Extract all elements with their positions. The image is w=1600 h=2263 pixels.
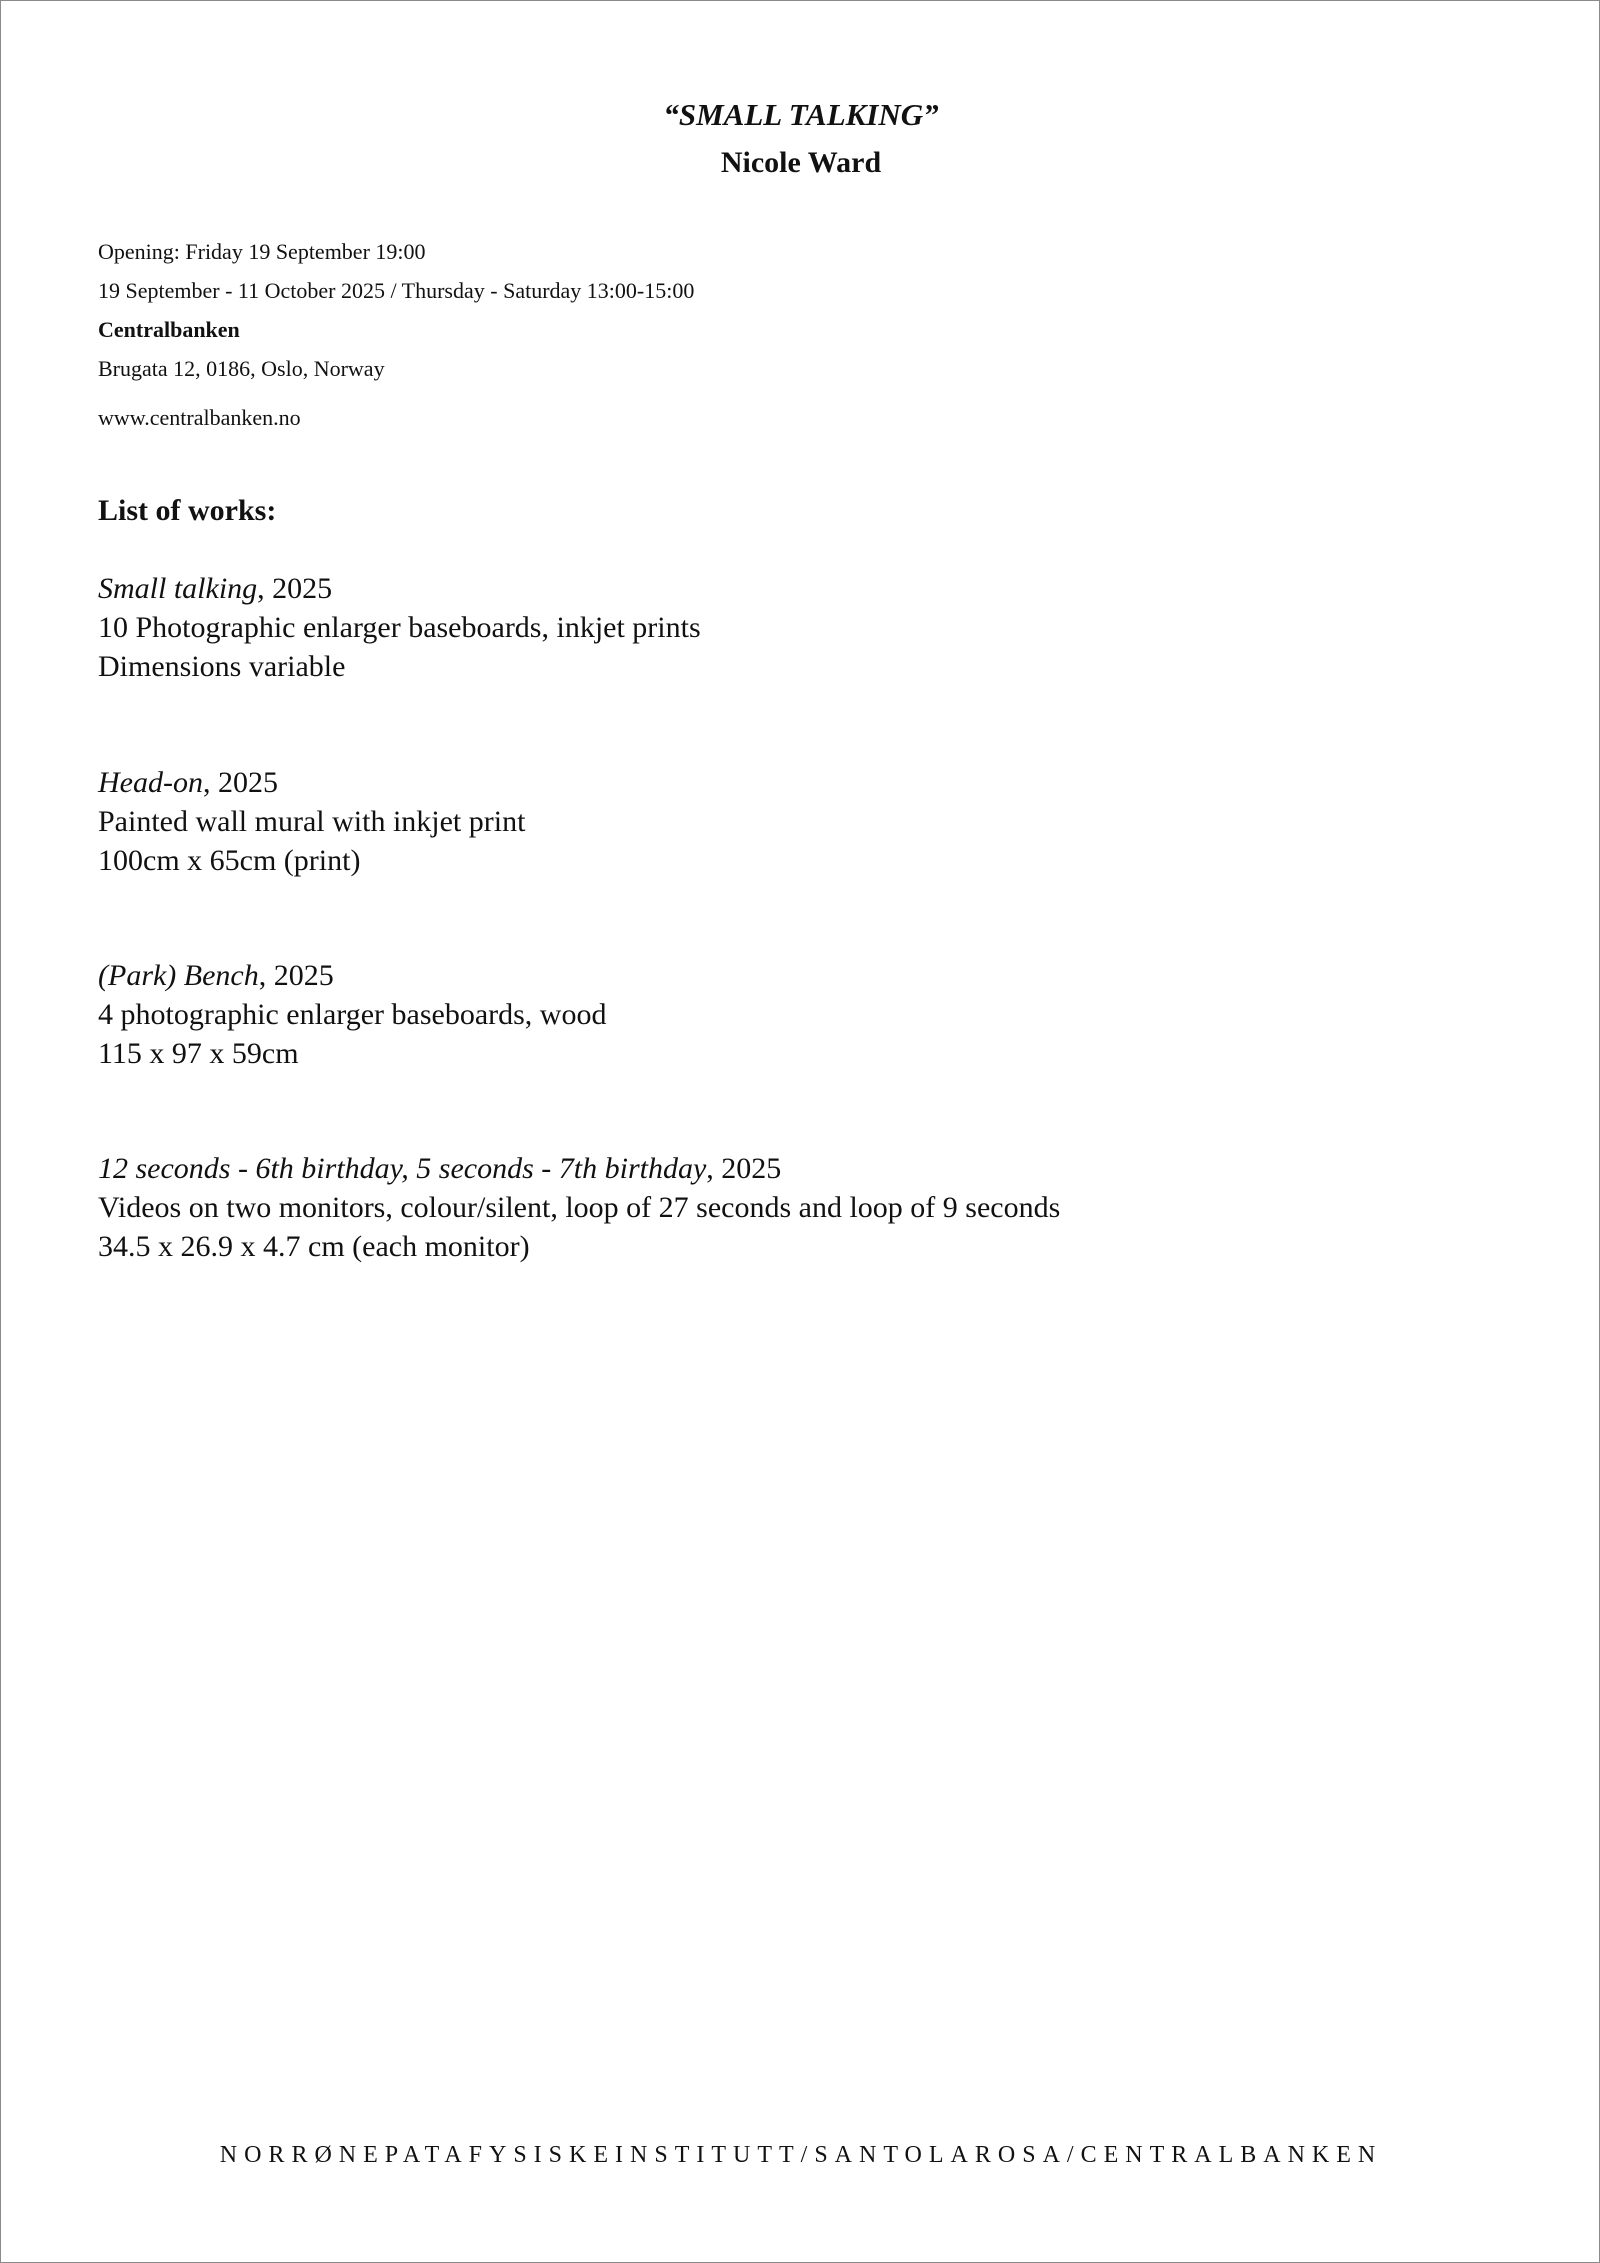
- work-year: , 2025: [257, 572, 333, 605]
- work-title-line: [98, 763, 525, 802]
- work-title-line: [98, 956, 606, 995]
- dates-line: 19 September - 11 October 2025 / Thursday - Saturday 13:00-15:00: [98, 278, 695, 303]
- venue-website: www.centralbanken.no: [98, 405, 301, 430]
- exhibition-title: “SMALL TALKING”: [663, 97, 939, 132]
- work-dimensions: Dimensions variable: [98, 650, 346, 683]
- work-title-line: [98, 569, 701, 608]
- work-item: [98, 956, 606, 1073]
- work-year: , 2025: [258, 959, 334, 992]
- work-item: [98, 763, 525, 880]
- work-description: 10 Photographic enlarger baseboards, inkjet prints: [98, 611, 701, 644]
- venue-name: Centralbanken: [98, 317, 240, 342]
- opening-line: Opening: Friday 19 September 19:00: [98, 239, 426, 264]
- venue-address: Brugata 12, 0186, Oslo, Norway: [98, 356, 385, 381]
- artist-name: Nicole Ward: [720, 146, 882, 179]
- work-dimensions: 100cm x 65cm (print): [98, 844, 361, 877]
- list-of-works-heading: List of works:: [98, 494, 277, 527]
- work-item: [98, 1149, 1060, 1266]
- work-title: 12 seconds - 6th birthday, 5 seconds - 7th birthday: [98, 1152, 707, 1185]
- work-dimensions: 115 x 97 x 59cm: [98, 1037, 299, 1070]
- footer-partners: NORRØNEPATAFYSISKEINSTITUTT/SANTOLAROSA/CENTRALBANKEN: [219, 2142, 1383, 2168]
- work-description: 4 photographic enlarger baseboards, wood: [98, 998, 607, 1031]
- work-description: Videos on two monitors, colour/silent, loop of 27 seconds and loop of 9 seconds: [98, 1191, 1061, 1224]
- work-item: [98, 569, 701, 686]
- work-dimensions: 34.5 x 26.9 x 4.7 cm (each monitor): [98, 1230, 530, 1263]
- work-title: Head-on: [98, 766, 203, 799]
- work-title-line: [98, 1149, 1060, 1188]
- work-title: Small talking: [98, 572, 258, 605]
- work-year: , 2025: [706, 1152, 782, 1185]
- work-description: Painted wall mural with inkjet print: [98, 805, 526, 838]
- work-year: , 2025: [202, 766, 278, 799]
- work-title: (Park) Bench: [98, 959, 259, 992]
